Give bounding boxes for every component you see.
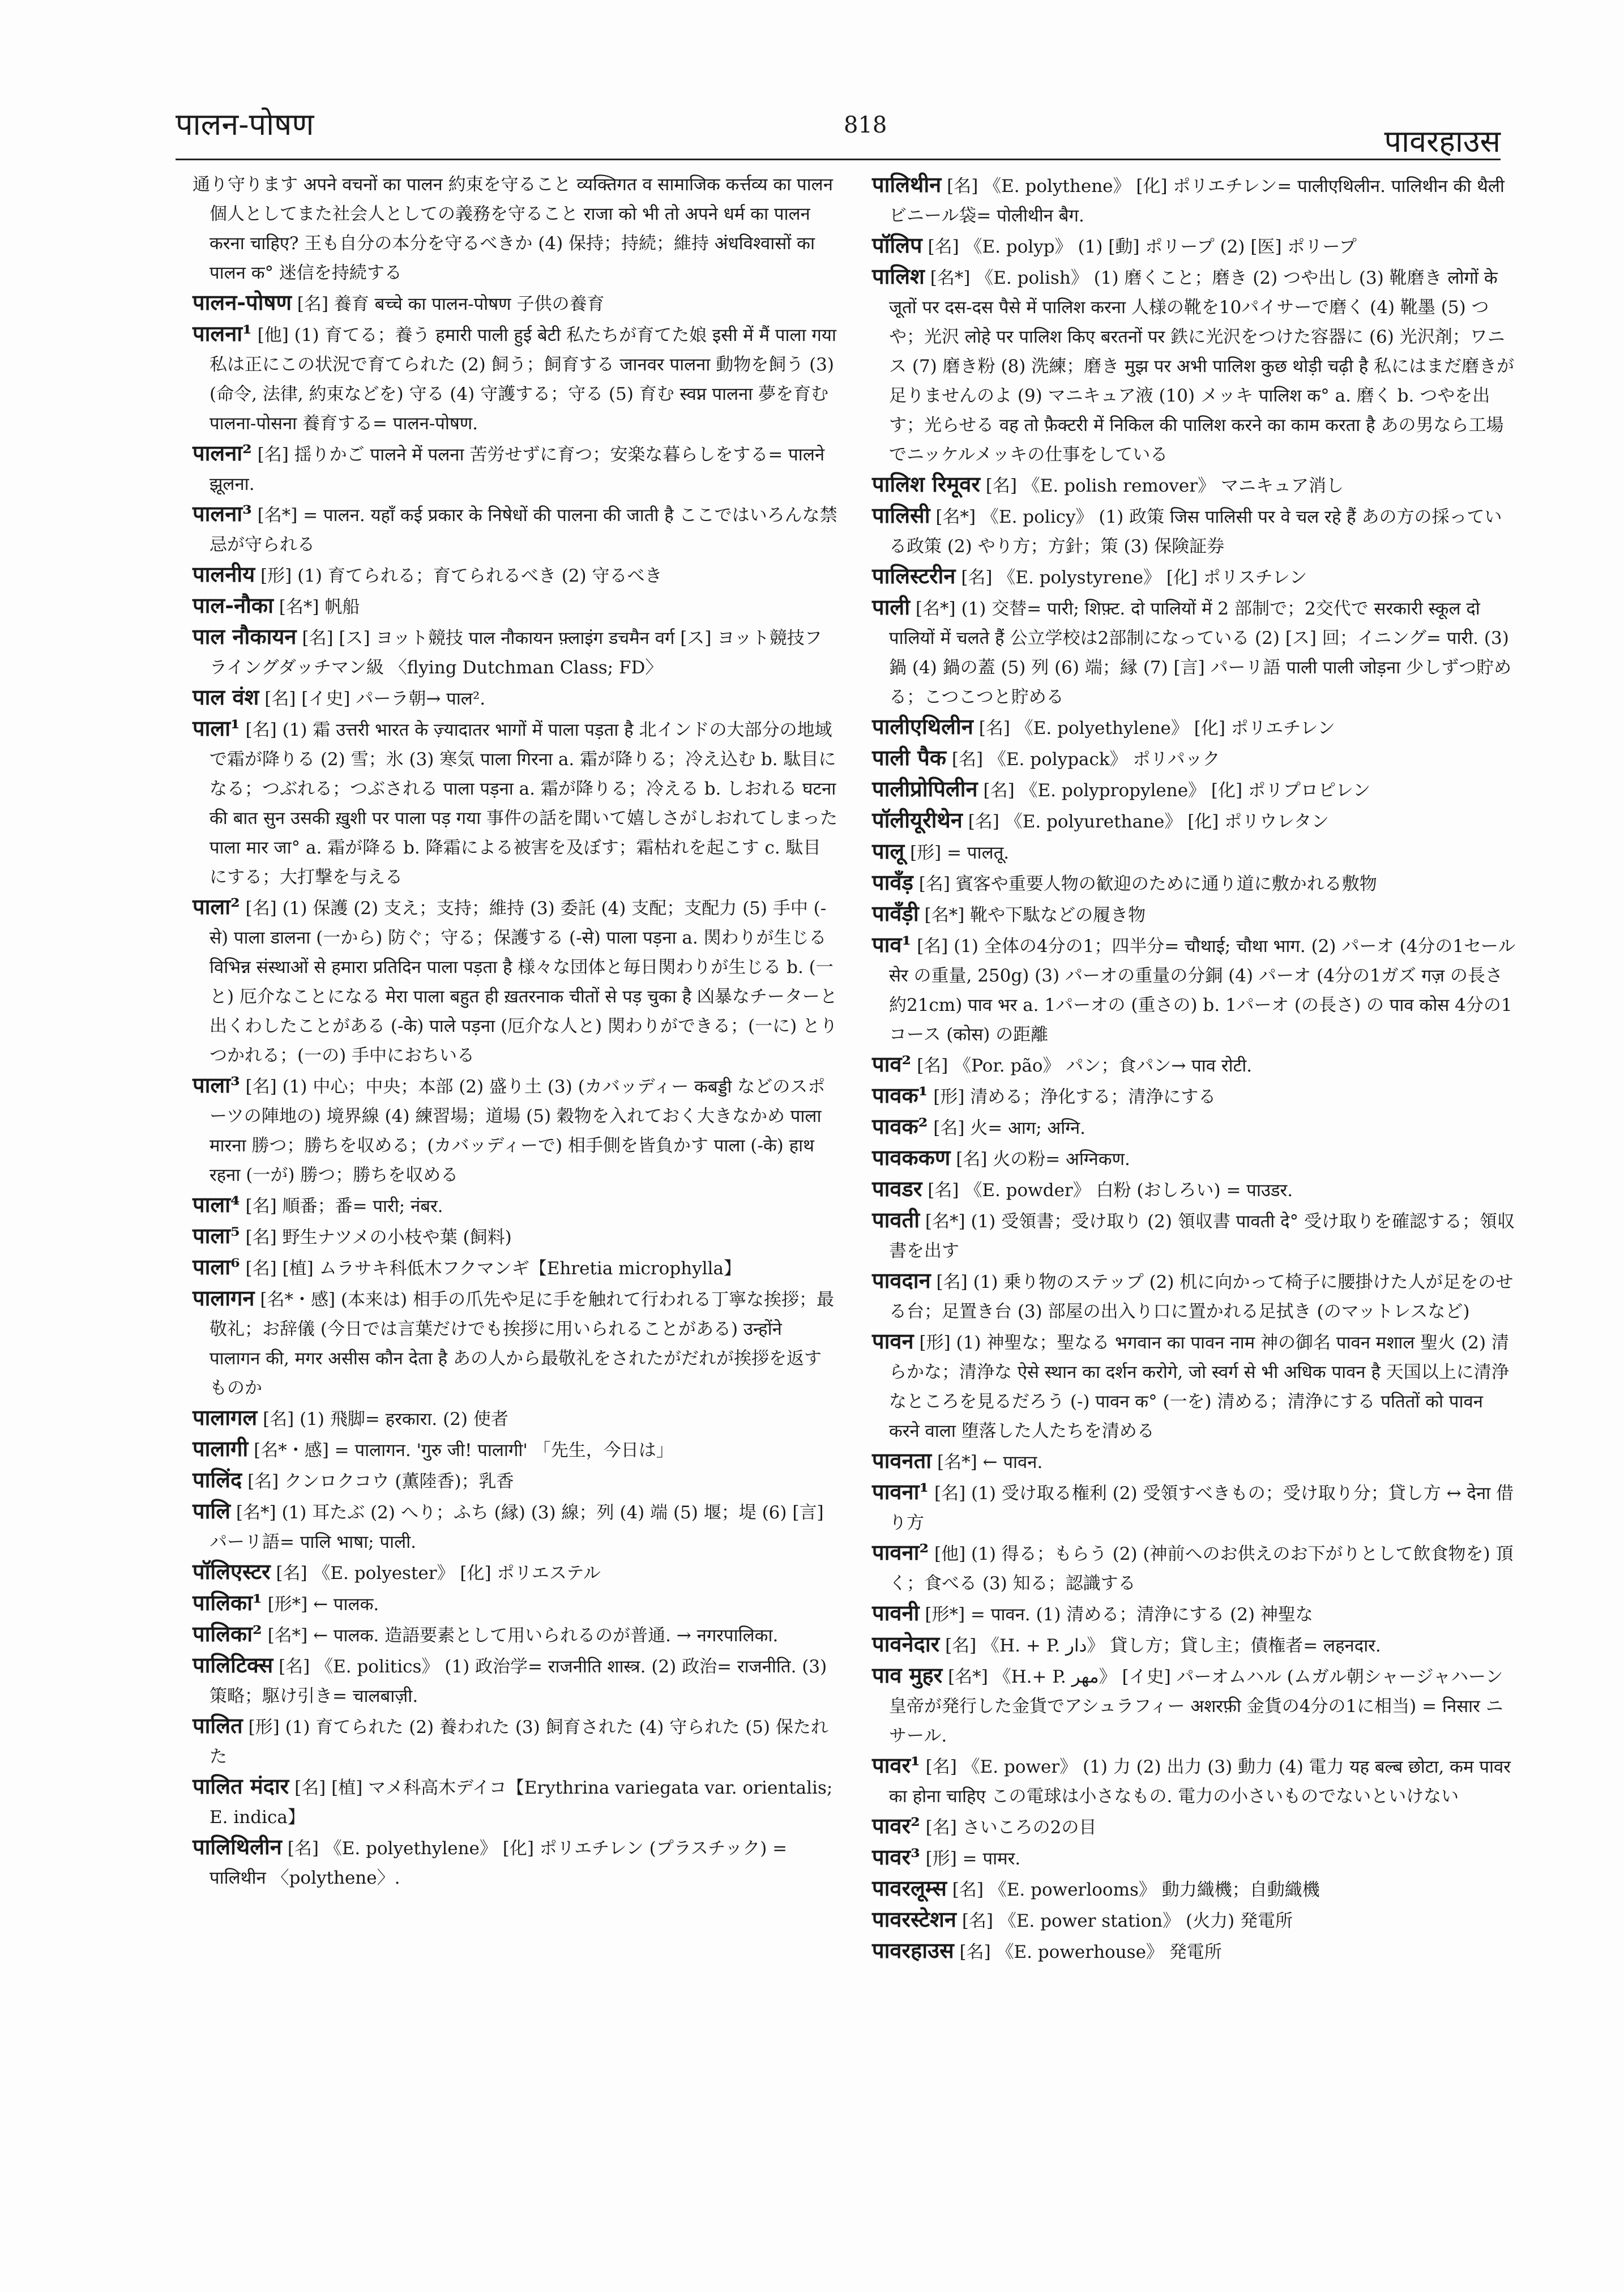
dictionary-entry (193, 1403, 838, 1434)
dictionary-entry (872, 774, 1518, 805)
entry-definition: [名] 《E. power》 (1) 力 (2) 出力 (3) 動力 (4) 電力 यह बल्ब छोटा, कम पावर का होना चाहिए この電球は小さなもの. 電力の小さいものでないといけない (889, 1757, 1511, 1807)
entry-definition: [名] 《E. polystyrene》 [化] ポリスチレン (961, 567, 1307, 588)
entry-definition: [形] = पामर. (925, 1849, 1021, 1869)
dictionary-entry (193, 1434, 838, 1465)
entry-definition: [名] (1) 受け取る権利 (2) 受領すべきもの；受け取り分；貸し方 ↔ देना 借り方 (889, 1483, 1514, 1533)
dictionary-entry (872, 231, 1518, 262)
left-column (193, 170, 838, 1893)
entry-definition: [名] [ス] ヨット競技 पाल नौकायन फ़्लाइंग डचमैन वर्ग [ス] ヨット競技フライングダッチマン級 〈flying Dutchman Class; FD〉 (210, 628, 822, 678)
entry-definition: [名] (1) 中心；中央；本部 (2) 盛り土 (3) (カバッディー कबड्डी などのスポーツの陣地の) 境界線 (4) 練習場；道場 (5) 穀物を入れておく大きなかめ पाला मारना 勝つ；勝ちを収める；(カバッディーで) 相手側を皆負かす पाला (-के) हाथ रहना (一が) 勝つ；勝ちを収める (210, 1077, 826, 1185)
entry-headword: पॉलिएस्टर (193, 1559, 271, 1584)
dictionary-entry (193, 1252, 838, 1283)
entry-definition: [名] (1) 乗り物のステップ (2) 机に向かって椅子に腰掛けた人が足をのせる台；足置き台 (3) 部屋の出入り口に置かれる足拭き (のマットレスなど) (889, 1272, 1514, 1322)
entry-headword: पालित मंदार (193, 1773, 289, 1799)
entry-headword: पालिश (872, 263, 925, 289)
entry-headword: पालागी (193, 1436, 249, 1461)
dictionary-entry (872, 1842, 1518, 1873)
dictionary-entry (193, 499, 838, 560)
entry-definition: [名*] (1) 耳たぶ (2) へり；ふち (縁) (3) 線；列 (4) 端 (5) 堰；堤 (6) [言] パーリ語= पालि भाषा; पाली. (210, 1503, 824, 1552)
entry-definition: [名] (1) 飛脚= हरकारा. (2) 使者 (263, 1409, 508, 1429)
entry-headword: पाला³ (193, 1072, 240, 1098)
dictionary-entry (193, 892, 838, 1070)
entry-definition: [名*] 《E. policy》 (1) 政策 जिस पालिसी पर वे चल रहे हैं あの方の採っている政策 (2) やり方；方針；策 (3) 保険証券 (889, 507, 1502, 557)
entry-headword: पावर² (872, 1813, 920, 1838)
entry-definition: [名] [植] ムラサキ科低木フクマンギ【Ehretia microphylla】 (245, 1258, 741, 1279)
entry-headword: पाली (872, 594, 911, 620)
entry-definition: [名*] = पालन. यहाँ कई प्रकार के निषेधों की पालना की जाती है ここではいろんな禁忌が守られる (210, 505, 837, 555)
entry-definition: [名] 《Por. pão》 パン；食パン→ पाव रोटी. (917, 1056, 1253, 1076)
entry-headword: पालीएथिलीन (872, 714, 973, 739)
entry-headword: पालागल (193, 1405, 258, 1430)
entry-definition: [名] 《E. polyethylene》 [化] ポリエチレン (978, 718, 1335, 739)
entry-definition: [名] (1) 保護 (2) 支え；支持；維持 (3) 委託 (4) 支配；支配力 (5) 手中 (-से) पाला डालना (一から) 防ぐ；守る；保護する (-से) पाला पड़ना a. 関わりが生じる विभिन्न संस्थाओं से हमारा प्रतिदिन पाला पड़ता है 様々な団体と毎日関わりが生じる b. (一と) 厄介なことになる मेरा पाला बहुत ही ख़तरनाक चीतों से पड़ चुका है 凶暴なチーターと出くわしたことがある (-के) पाले पड़ना (厄介な人と) 関わりができる；(一に) とりつかれる；(一の) 手中におちいる (210, 898, 838, 1066)
entry-definition: [名] クンロクコウ (薫陸香)；乳香 (247, 1471, 514, 1492)
entry-definition: [名] 《E. powder》 白粉 (おしろい) = पाउडर. (928, 1180, 1293, 1201)
entry-headword: पालिश रिमूवर (872, 471, 980, 497)
dictionary-entry (872, 1112, 1518, 1143)
entry-definition: [形*] ← पालक. (267, 1594, 379, 1615)
entry-headword: पावँड़ी (872, 900, 919, 926)
entry-headword: पाला⁵ (193, 1223, 240, 1248)
entry-headword: पाव मुहर (872, 1662, 943, 1688)
dictionary-entry (872, 501, 1518, 561)
entry-headword: पालिथिलीन (193, 1834, 282, 1859)
page-number: 818 (844, 112, 887, 138)
entry-headword: पालना³ (193, 501, 252, 526)
entry-definition: [名*] 帆船 (279, 597, 360, 617)
entry-definition: [名] 《E. polish remover》 マニキュア消し (985, 476, 1344, 496)
entry-definition: [名] (1) 全体の4分の1；四半分= चौथाई; चौथा भाग. (2) パーオ (4分の1セール सेर の重量, 250g) (3) パーオの重量の分銅 (4) パーオ (4分の1ガズ गज़ の長さ約21cm) पाव भर a. 1パーオの (重さの) b. 1パーオ (の長さ) の पाव कोस 4分の1コース (कोस) の距離 (889, 936, 1516, 1045)
entry-definition: [名*] ← पावन. (937, 1452, 1043, 1472)
entry-headword: पावर³ (872, 1844, 920, 1870)
entry-definition: [名*] 《H.+ P. مهر》 [イ史] パーオムハル (ムガル朝シャージャハーン皇帝が発行した金貨でアシュラフィー अशरफ़ी 金貨の4分の1に相当) = निसार ニサール. (889, 1667, 1503, 1746)
entry-definition: [名*] (1) 交替= पारी; शिफ़्ट. दो पालियों में 2 部制で；2交代で सरकारी स्कूल दो पालियों में चलते हैं 公立学校は2部制になっている (2) [ス] 回；イニング= पारी. (3) 鍋 (4) 鍋の蓋 (5) 列 (6) 端；縁 (7) [言] パーリ語 पाली पाली जोड़ना 少しずつ貯める；こつこつと貯める (889, 599, 1512, 707)
entry-headword: पालन-पोषण (193, 289, 292, 315)
entry-definition: [名*] ← पालक. 造語要素として用いられるのが普通. → नगरपालिका. (267, 1625, 779, 1646)
dictionary-entry (872, 1205, 1518, 1266)
dictionary-entry (193, 1190, 838, 1221)
entry-definition: [名] 《E. power station》 (火力) 発電所 (961, 1911, 1293, 1931)
dictionary-entry (193, 1588, 838, 1619)
dictionary-entry (872, 868, 1518, 899)
dictionary-entry (193, 319, 838, 438)
dictionary-entry (193, 1070, 838, 1190)
entry-definition: [名] 《E. polypropylene》 [化] ポリプロピレン (983, 780, 1371, 801)
entry-headword: पाला⁴ (193, 1192, 240, 1217)
entry-headword: पावककण (872, 1145, 951, 1170)
dictionary-entry (872, 899, 1518, 930)
dictionary-entry (193, 682, 838, 714)
dictionary-entry (872, 1936, 1518, 1967)
dictionary-entry (872, 1905, 1518, 1936)
entry-definition: [形] (1) 育てられる；育てられるべき (2) 守るべき (260, 566, 663, 586)
header-rule (176, 159, 1501, 160)
entry-headword: पालिटिक्स (193, 1652, 273, 1678)
entry-definition: [名] 《E. politics》 (1) 政治学= राजनीति शास्त्र. (2) 政治= राजनीति. (3) 策略；駆け引き= चालबाज़ी. (210, 1657, 827, 1706)
dictionary-entry (193, 1832, 838, 1893)
entry-definition: [名] 揺りかご पालने में पलना 苦労せずに育つ；安楽な暮らしをする= पालने झूलना. (210, 445, 825, 494)
entry-headword: पाल वंश (193, 684, 259, 710)
dictionary-entry (193, 622, 838, 682)
entry-headword: पाल नौकायन (193, 624, 297, 649)
entry-definition: [名] 賓客や重要人物の歓迎のために通り道に敷かれる敷物 (918, 874, 1377, 894)
entry-headword: पाली पैक (872, 745, 947, 770)
entry-headword: पावती (872, 1207, 920, 1232)
entry-definition: [名] 《E. polythene》 [化] ポリエチレン= पालीएथिलीन. पालिथीन की थैली ビニール袋= पोलीथीन बैग. (889, 176, 1505, 226)
dictionary-entry (193, 1772, 838, 1832)
entry-headword: पावना² (872, 1539, 929, 1565)
dictionary-entry (872, 1598, 1518, 1629)
entry-definition: [名*] 靴や下駄などの履き物 (924, 905, 1146, 925)
entry-headword: पावक² (872, 1113, 928, 1139)
dictionary-entry (872, 836, 1518, 868)
dictionary-entry (872, 1081, 1518, 1112)
entry-headword: पावनी (872, 1600, 920, 1625)
dictionary-entry (193, 170, 838, 288)
dictionary-entry (872, 805, 1518, 836)
dictionary-entry (872, 712, 1518, 743)
entry-definition: [他] (1) 得る；もらう (2) (神前へのお供えのお下がりとして飲食物を) 頂く；食べる (3) 知る；認識する (889, 1544, 1514, 1594)
entry-definition: [名] 野生ナツメの小枝や葉 (飼料) (245, 1227, 512, 1248)
entry-headword: पाला⁶ (193, 1254, 240, 1279)
dictionary-entry (193, 591, 838, 622)
entry-headword: पावनता (872, 1448, 932, 1473)
entry-headword: पॉलिप (872, 232, 922, 258)
entry-headword: पालि (193, 1498, 231, 1523)
dictionary-entry (193, 714, 838, 892)
entry-definition: [形] (1) 神聖な；聖なる भगवान का पावन नाम 神の御名 पावन मशाल 聖火 (2) 清らかな；清浄な ऐसे स्थान का दर्शन करोगे, जो स्वर्ग से भी अधिक पावन है 天国以上に清浄なところを見るだろう (-) पावन क° (一を) 清める；清浄にする पतितों को पावन करने वाला 堕落した人たちを清める (889, 1333, 1509, 1441)
entry-headword: पाला² (193, 894, 240, 919)
entry-definition: [名] 養育 बच्चे का पालन-पोषण 子供の養育 (297, 294, 605, 314)
dictionary-entry (872, 743, 1518, 774)
dictionary-entry (193, 288, 838, 319)
entry-headword: पाव¹ (872, 932, 912, 957)
dictionary-entry (872, 1326, 1518, 1446)
entry-definition: [形] = पालतू. (910, 843, 1010, 863)
entry-definition: [名] 《E. powerhouse》 発電所 (959, 1942, 1222, 1962)
entry-definition: [名] (1) 霜 उत्तरी भारत के ज़्यादातर भागों में पाला पड़ता है 北インドの大部分の地域で霜が降りる (2) 雪；氷 (3) 寒気 पाला गिरना a. 霜が降りる；冷え込む b. 駄目になる；つぶれる；つぶされる पाला पड़ना a. 霜が降りる；冷える b. しおれる घटना की बात सुन उसकी ख़ुशी पर पाला पड़ गया 事件の話を聞いて嬉しさがしおれてしまった पाला मार जा° a. 霜が降る b. 降霜による被害を及ぼす；霜枯れを起こす c. 駄目にする；大打撃を与える (210, 720, 837, 887)
entry-headword: पालनीय (193, 561, 255, 587)
dictionary-entry (872, 170, 1518, 231)
entry-headword: पॉलीयूरीथेन (872, 807, 963, 833)
dictionary-entry (872, 1811, 1518, 1842)
dictionary-entry (872, 1873, 1518, 1905)
entry-headword: पालिस्टरीन (872, 563, 956, 588)
entry-headword: पाला¹ (193, 715, 240, 741)
entry-headword: पालिंद (193, 1467, 242, 1492)
entry-definition: [他] (1) 育てる；養う हमारी पाली हुई बेटी 私たちが育てた娘 इसी में मैं पाला गया 私は正にこの状況で育てられた (2) 飼う；飼育する जानवर पालना 動物を飼う (3) (命令, 法律, 約束などを) 守る (4) 守護する；守る (5) 育む स्वप्न पालना 夢を育む पालना-पोसना 養育する= पालन-पोषण. (210, 325, 836, 434)
left-guide-word: पालन-पोषण (176, 106, 314, 142)
entry-definition: [形*] = पावन. (1) 清める；清浄にする (2) 神聖な (925, 1604, 1313, 1625)
entry-headword: पावन (872, 1328, 914, 1354)
entry-headword: पालागन (193, 1285, 255, 1311)
dictionary-entry (193, 1650, 838, 1711)
entry-definition: [名*] (1) 受領書；受け取り (2) 領収書 पावती दे° 受け取りを確認する；領収書を出す (889, 1211, 1515, 1261)
entry-headword: पावनेदार (872, 1631, 940, 1657)
entry-headword: पावक¹ (872, 1082, 928, 1108)
dictionary-entry (872, 1446, 1518, 1477)
dictionary-entry (872, 561, 1518, 592)
dictionary-entry (872, 1477, 1518, 1538)
dictionary-entry (193, 1221, 838, 1252)
entry-definition: [形] 清める；浄化する；清浄にする (933, 1087, 1216, 1107)
entry-headword: पालना¹ (193, 321, 252, 346)
entry-headword: पावना¹ (872, 1479, 929, 1504)
right-guide-word: पावरहाउस (1384, 123, 1501, 159)
dictionary-entry (193, 1496, 838, 1557)
dictionary-entry (872, 1538, 1518, 1598)
entry-headword: पालित (193, 1713, 243, 1738)
entry-headword: पावदान (872, 1267, 931, 1293)
entry-definition: [名] [イ史] パーラ朝→ पाल². (264, 689, 486, 709)
dictionary-entry (872, 1049, 1518, 1081)
entry-definition: [名*・感] (本来は) 相手の爪先や足に手を触れて行われる丁寧な挨拶；最敬礼；お辞儀 (今日では言葉だけでも挨拶に用いられることがある) उन्होंने पालागन की, मगर असीस कौन देता है あの人から最敬礼をされたがだれが挨拶を返すものか (210, 1290, 834, 1398)
entry-headword: पालिसी (872, 502, 930, 528)
entry-headword: पालना² (193, 440, 252, 466)
entry-definition: [名*・感] = पालागन. 'गुरु जी! पालागी' 「先生，今日は」 (254, 1440, 674, 1461)
entry-definition: [名] 《E. polyurethane》 [化] ポリウレタン (968, 812, 1330, 832)
right-column (872, 170, 1518, 1967)
entry-definition: [名] 火の粉= अग्निकण. (956, 1149, 1130, 1170)
entry-headword: पावरहाउस (872, 1937, 954, 1963)
entry-definition: [名] 《E. polypack》 ポリパック (951, 749, 1220, 770)
entry-definition: [名] [植] マメ科高木デイコ【Erythrina variegata var. orientalis; E. indica】 (210, 1778, 833, 1828)
entry-headword: पावडर (872, 1176, 922, 1201)
dictionary-entry (872, 930, 1518, 1049)
entry-headword: पावर¹ (872, 1752, 920, 1778)
dictionary-entry (193, 1557, 838, 1588)
dictionary-entry (872, 592, 1518, 712)
dictionary-entry (872, 470, 1518, 501)
dictionary-entry (193, 1619, 838, 1650)
entry-definition: [名] 《E. polyethylene》 [化] ポリエチレン (プラスチック) = पालिथीन 〈polythene〉. (210, 1838, 788, 1888)
entry-headword: पालिका¹ (193, 1590, 262, 1615)
page-header (176, 96, 1501, 164)
entry-headword: पावरलूम्स (872, 1875, 947, 1901)
entry-headword: पावरस्टेशन (872, 1906, 956, 1932)
entry-definition: [名] 《E. polyester》 [化] ポリエステル (276, 1563, 601, 1584)
entry-headword: पालिका² (193, 1621, 262, 1646)
entry-definition: 通り守ります अपने वचनों का पालन 約束を守ること व्यक्तिगत व सामाजिक कर्त्तव्य का पालन 個人としてまた社会人としての義務を守ること राजा को भी तो अपने धर्म का पालन करना चाहिए? 王も自分の本分を守るべきか (4) 保持；持続；維持 अंधविश्वासों का पालन क° 迷信を持続する (193, 174, 833, 283)
dictionary-entry (193, 1465, 838, 1496)
dictionary-entry (872, 1751, 1518, 1811)
entry-definition: [名] 《H. + P. دار》 貸し方；貸し主；債権者= लहनदार. (945, 1636, 1381, 1656)
entry-definition: [名] 《E. powerlooms》 動力織機；自動織機 (952, 1880, 1320, 1900)
dictionary-entry (193, 1283, 838, 1403)
dictionary-entry (872, 1266, 1518, 1326)
entry-definition: [名] 火= आग; अग्नि. (933, 1118, 1086, 1138)
dictionary-entry (872, 1629, 1518, 1661)
entry-headword: पाल-नौका (193, 592, 273, 618)
entry-headword: पाव² (872, 1051, 912, 1077)
entry-headword: पालीप्रोपिलीन (872, 776, 978, 801)
entry-headword: पालू (872, 838, 905, 864)
entry-definition: [名] 《E. polyp》 (1) [動] ポリープ (2) [医] ポリープ (928, 237, 1357, 257)
dictionary-entry (872, 1174, 1518, 1205)
entry-definition: [形] (1) 育てられた (2) 養われた (3) 飼育された (4) 守られた (5) 保たれた (210, 1717, 828, 1767)
entry-headword: पालिथीन (872, 172, 942, 197)
dictionary-entry (193, 438, 838, 499)
entry-headword: पावँड़ (872, 869, 913, 895)
dictionary-entry (872, 1143, 1518, 1174)
entry-definition: [名] さいころの2の目 (925, 1817, 1097, 1838)
entry-definition: [名] 順番；番= पारी; नंबर. (245, 1196, 443, 1217)
dictionary-entry (193, 1711, 838, 1772)
entry-definition: [名*] 《E. polish》 (1) 磨くこと；磨き (2) つや出し (3) 靴磨き लोगों के जूतों पर दस-दस पैसे में पालिश करना 人様の靴を10パイサーで磨く (4) 靴墨 (5) つや；光沢 लोहे पर पालिश किए बरतनों पर 鉄に光沢をつけた容器に (6) 光沢剤；ワニス (7) 磨き粉 (8) 洗練；磨き मुझ पर अभी पालिश कुछ थोड़ी चढ़ी है 私にはまだ磨きが足りませんのよ (9) マニキュア液 (10) メッキ पालिश क° a. 磨く b. つやを出す；光らせる वह तो फ़ैक्टरी में निकिल की पालिश करने का काम करता है あの男なら工場でニッケルメッキの仕事をしている (889, 268, 1515, 465)
dictionary-entry (872, 262, 1518, 470)
dictionary-entry (193, 560, 838, 591)
dictionary-entry (872, 1661, 1518, 1751)
